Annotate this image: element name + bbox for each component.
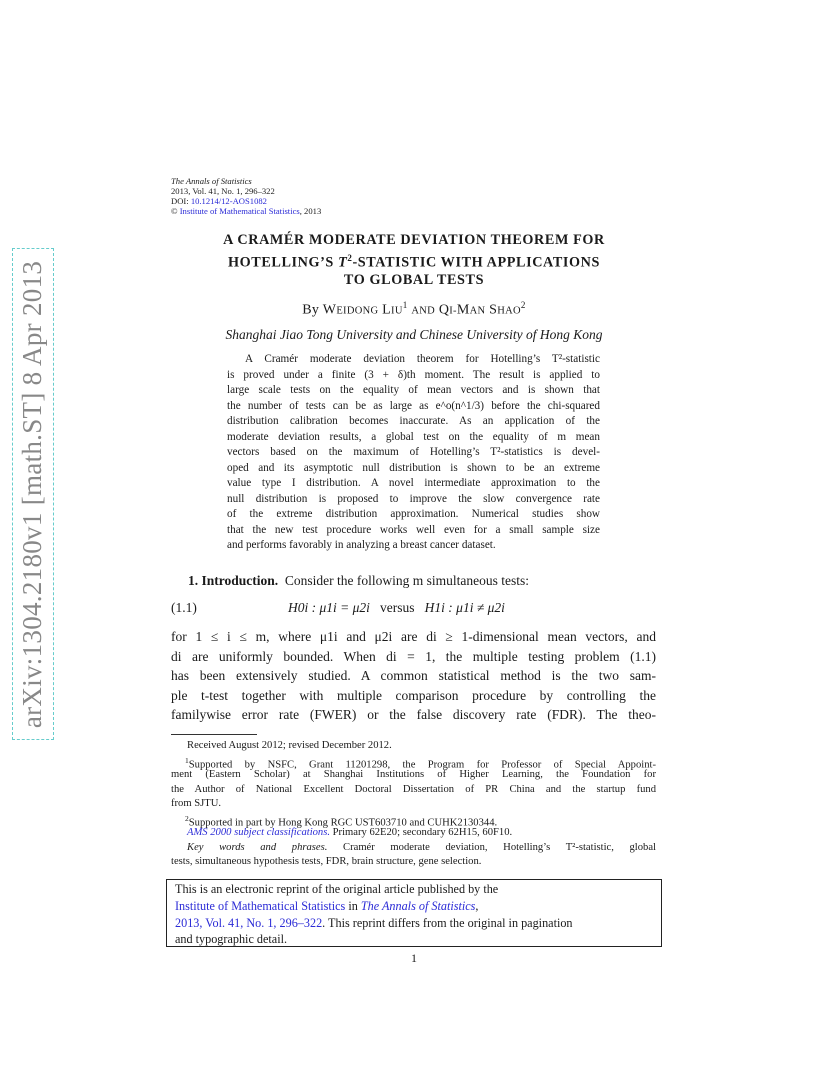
journal-copyright: [171, 206, 321, 216]
abstract-line: distribution calibration becomes inaccurate. As an application of the: [227, 415, 600, 427]
abstract-line: value type I distribution. A novel intermediate approximation to the: [227, 477, 600, 489]
title-line-1: A CRAMÉR MODERATE DEVIATION THEOREM FOR: [223, 232, 605, 248]
body-line: di are uniformly bounded. When di = 1, the multiple testing problem (1.1): [171, 648, 656, 664]
abstract: [227, 352, 600, 554]
reprint-in: in: [345, 898, 361, 913]
body-line: has been extensively studied. A common statistical method is the two sam-: [171, 668, 656, 683]
author1-first-rest: EIDONG: [336, 305, 379, 317]
ams-text: Primary 62E20; secondary 62H15, 60F10.: [330, 827, 513, 838]
footnote-1-line: from SJTU.: [171, 798, 222, 809]
footnote-rule: [171, 734, 257, 735]
abstract-line: is proved under a finite (3 + δ)th moment. The result is applied to: [227, 368, 600, 381]
author2-last-rest: HAO: [497, 305, 521, 317]
reprint-rest: . This reprint differs from the original in pagination: [322, 915, 573, 930]
author1-last-initial: L: [382, 302, 392, 318]
keywords-line: tests, simultaneous hypothesis tests, FDR, brain structure, gene selection.: [171, 856, 482, 867]
keywords-text: Cramér moderate deviation, Hotelling’s T²-statistic, global: [327, 841, 656, 853]
author-line: [171, 300, 657, 319]
footnote-1-line: ment (Eastern Scholar) at Shanghai Institutions of Higher Learning, the Foundation for: [171, 769, 656, 780]
footnotes: [171, 739, 656, 870]
by-label: By: [302, 302, 320, 318]
reprint-notice: [175, 881, 660, 948]
title-line-2-pre: HOTELLING’S: [227, 254, 339, 271]
abstract-line: of the extreme distribution approximation. Numerical studies show: [227, 508, 600, 520]
abstract-line: that the new test procedure works well even for a small sample size: [227, 523, 600, 536]
reprint-line-3: [175, 915, 660, 932]
abstract-line: null distribution is proposed to improve the slow convergence rate: [227, 492, 600, 505]
received-note: Received August 2012; revised December 2012.: [187, 740, 392, 751]
intro-body: [171, 627, 656, 725]
reprint-comma: ,: [475, 898, 479, 913]
equation-left: H0i : μ1i = μ2i: [288, 600, 370, 615]
copyright-year: , 2013: [299, 206, 322, 216]
doi-link[interactable]: 10.1214/12-AOS1082: [190, 196, 267, 206]
abstract-line: moderate deviation results, a global test on the equality of m mean: [227, 430, 600, 443]
author1-last-rest: IU: [391, 305, 403, 317]
author2-footnote-mark: 2: [520, 300, 526, 310]
title-line-2: [171, 250, 657, 272]
arxiv-stamp: [12, 248, 54, 740]
title-t-superscript: 2: [347, 252, 353, 263]
author1-initial: W: [322, 302, 337, 318]
author2-first-rest: I-: [449, 305, 457, 317]
footnote-2-text: Supported in part by Hong Kong RGC UST603710 and CUHK2130344.: [188, 817, 498, 829]
author2-initial: Q: [438, 302, 450, 318]
author2-mid-initial: M: [456, 302, 470, 318]
journal-doi: [171, 196, 267, 206]
body-line: ple t-test together with multiple comparison procedure by controlling the: [171, 687, 656, 703]
keywords-line: [171, 841, 656, 856]
section-heading: 1. Introduction.: [188, 573, 279, 588]
abstract-line: oped and its asymptotic null distribution is shown to be an extreme: [227, 461, 600, 474]
paper-title: [171, 232, 657, 289]
copyright-symbol: ©: [171, 206, 178, 216]
annals-link[interactable]: The Annals of Statistics: [360, 898, 476, 913]
reprint-line-4: and typographic detail.: [175, 932, 288, 947]
abstract-line: and performs favorably in analyzing a breast cancer dataset.: [227, 539, 496, 551]
footnote-1-line: the Author of National Excellent Doctoral Dissertation of PR China and the startup fund: [171, 783, 656, 795]
doi-label: DOI:: [171, 196, 191, 206]
equation-number: (1.1): [171, 600, 197, 615]
and-label: AND: [411, 305, 435, 317]
intro-lead: Consider the following m simultaneous tests:: [284, 573, 530, 588]
arxiv-identifier: arXiv:1304.2180v1 [math.ST] 8 Apr 2013: [17, 260, 48, 728]
abstract-line: the number of tests can be as large as e^o(n^1/3) before the chi-squared: [227, 399, 600, 412]
intro-heading-line: [188, 573, 529, 589]
author2-last-initial: S: [489, 302, 498, 318]
affiliation: Shanghai Jiao Tong University and Chinese University of Hong Kong: [225, 327, 603, 342]
abstract-line: vectors based on the maximum of Hotelling’s T²-statistics is devel-: [227, 446, 600, 458]
equation-1-1: [288, 600, 505, 616]
reprint-line-2: [175, 898, 660, 915]
footnote-1-line: $^1$Supported by NSFC, Grant 11201298, the Program for Professor of Special Appoint-: [185, 755, 656, 771]
ams-link[interactable]: AMS 2000 subject classifications.: [187, 827, 331, 838]
footnote-2: $^2$Supported in part by Hong Kong RGC UST603710 and CUHK2130344.: [185, 813, 498, 829]
body-line: for 1 ≤ i ≤ m, where μ1i and μ2i are di ≥ 1-dimensional mean vectors, and: [171, 629, 656, 644]
equation-versus: versus: [380, 600, 415, 615]
title-line-2-post: -STATISTIC WITH APPLICATIONS: [352, 254, 601, 271]
reprint-line-1: This is an electronic reprint of the original article published by the: [175, 882, 499, 896]
copyright-org-link[interactable]: Institute of Mathematical Statistics: [179, 206, 300, 216]
author1-footnote-mark: 1: [402, 300, 408, 310]
page-number: 1: [411, 951, 417, 965]
footnote-1-text: Supported by NSFC, Grant 11201298, the Program for Professor of Special Appoint-: [188, 759, 656, 771]
keywords-label: Key words and phrases.: [187, 841, 328, 853]
equation-right: H1i : μ1i ≠ μ2i: [424, 600, 505, 615]
title-line-3: TO GLOBAL TESTS: [343, 271, 485, 288]
volume-link[interactable]: 2013, Vol. 41, No. 1, 296–322: [175, 915, 323, 930]
abstract-line: A Cramér moderate deviation theorem for Hotelling’s T²-statistic: [245, 353, 600, 365]
abstract-line: large scale tests on the equality of mean vectors and is shown that: [227, 384, 600, 396]
author2-mid-rest: AN: [469, 305, 486, 317]
journal-name[interactable]: The Annals of Statistics: [171, 176, 252, 186]
journal-volume: 2013, Vol. 41, No. 1, 296–322: [171, 186, 275, 196]
ams-classification: [171, 826, 656, 841]
title-t-symbol: T: [338, 254, 348, 271]
ims-link[interactable]: Institute of Mathematical Statistics: [175, 898, 346, 913]
body-line: familywise error rate (FWER) or the false discovery rate (FDR). The theo-: [171, 707, 656, 722]
